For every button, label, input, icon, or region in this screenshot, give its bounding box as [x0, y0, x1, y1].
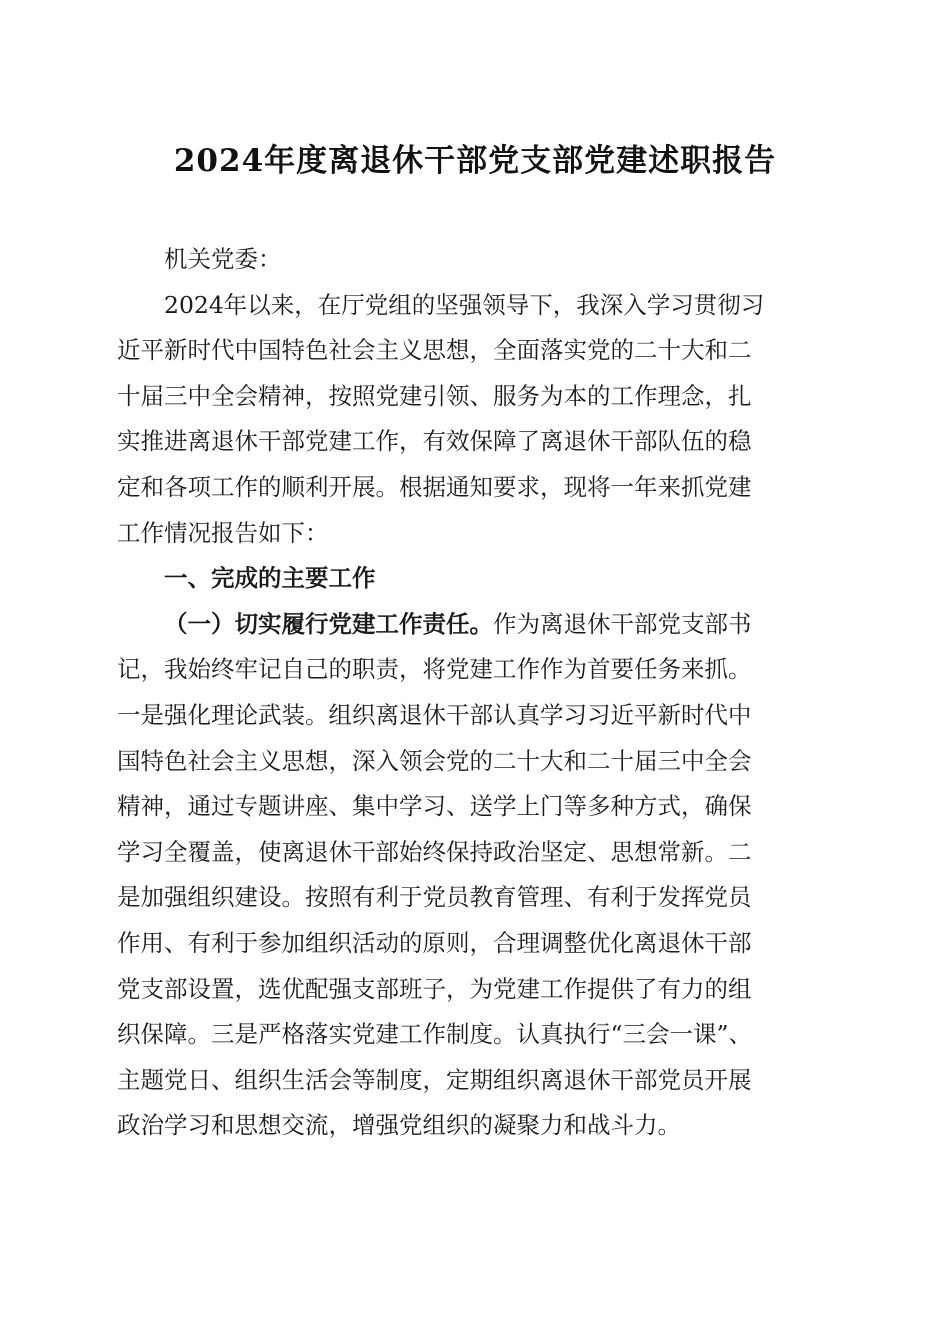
paragraph-1-line: 工作情况报告如下：	[117, 518, 329, 547]
section-heading: 一、完成的主要工作	[164, 564, 376, 593]
paragraph-1-line: 2024年以来，在厅党组的坚强领导下，我深入学习贯彻习	[164, 290, 765, 319]
paragraph-2-first-line-text: 作为离退休干部党支部书	[493, 609, 752, 638]
paragraph-2-line: 政治学习和思想交流，增强党组织的凝聚力和战斗力。	[117, 1111, 681, 1140]
paragraph-2-line: 国特色社会主义思想，深入领会党的二十大和二十届三中全会	[117, 746, 752, 775]
paragraph-1-line: 定和各项工作的顺利开展。根据通知要求，现将一年来抓党建	[117, 472, 752, 501]
paragraph-2-line: 学习全覆盖，使离退休干部始终保持政治坚定、思想常新。二	[117, 837, 752, 866]
paragraph-2-first-line	[117, 602, 831, 648]
paragraph-1-line: 实推进离退休干部党建工作，有效保障了离退休干部队伍的稳	[117, 427, 752, 456]
paragraph-2-line: 作用、有利于参加组织活动的原则，合理调整优化离退休干部	[117, 928, 752, 957]
paragraph-2-line: 主题党日、组织生活会等制度，定期组织离退休干部党员开展	[117, 1065, 752, 1094]
document-title: 2024年度离退休干部党支部党建述职报告	[173, 143, 777, 179]
paragraph-2-line: 精神，通过专题讲座、集中学习、送学上门等多种方式，确保	[117, 792, 752, 821]
salutation: 机关党委：	[164, 245, 282, 273]
document-body	[117, 237, 831, 1149]
paragraph-2-line: 织保障。三是严格落实党建工作制度。认真执行“三会一课”、	[117, 1020, 753, 1049]
paragraph-1-line: 十届三中全会精神，按照党建引领、服务为本的工作理念，扎	[117, 381, 752, 410]
paragraph-2-line: 是加强组织建设。按照有利于党员教育管理、有利于发挥党员	[117, 883, 752, 912]
paragraph-2-line: 记，我始终牢记自己的职责，将党建工作作为首要任务来抓。	[117, 655, 752, 684]
paragraph-2-line: 一是强化理论武装。组织离退休干部认真学习习近平新时代中	[117, 700, 752, 729]
paragraph-1-line: 近平新时代中国特色社会主义思想，全面落实党的二十大和二	[117, 336, 752, 365]
paragraph-2-line: 党支部设置，选优配强支部班子，为党建工作提供了有力的组	[117, 974, 752, 1003]
subsection-heading: （一）切实履行党建工作责任。	[164, 609, 493, 638]
